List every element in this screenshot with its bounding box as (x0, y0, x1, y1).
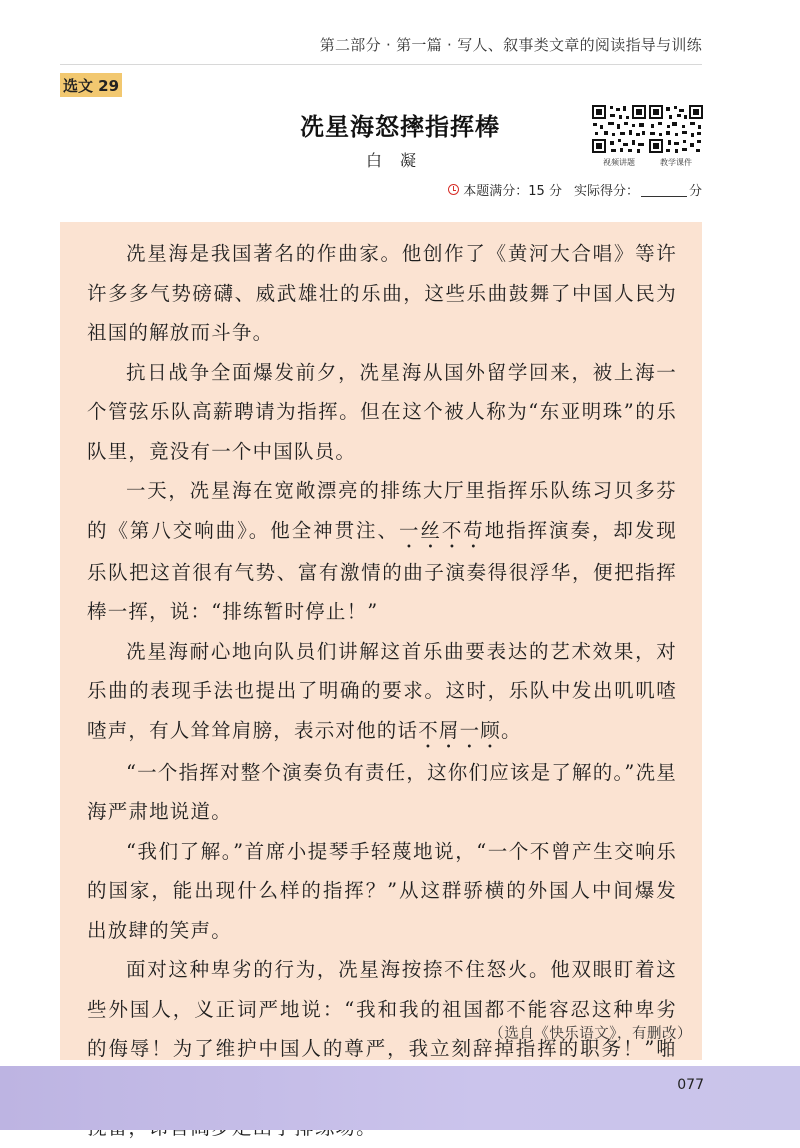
selection-badge: 选文 29 (60, 73, 122, 97)
footer-band (0, 1066, 800, 1130)
full-score-label: 本题满分：15 分 (463, 184, 562, 199)
score-unit: 分 (688, 184, 702, 199)
article-title: 冼星海怒摔指挥棒 (300, 112, 500, 141)
paragraph: 面对这种卑劣的行为，冼星海按捺不住怒火。他双眼盯着这些外国人，义正词严地说：“我和我的祖国都不能容忍这种卑劣的侮辱！为了维护中国人的尊严，我立刻辞掉指挥的职务！”啪 (87, 958, 677, 1060)
paragraph: 冼星海耐心地向队员们讲解这首乐曲要表达的艺术效果，对乐曲的表现手法也提出了明确的要求。这时，乐队中发出叽叽喳喳声，有人耸耸肩膀，表示对他的话不屑一顾。 (87, 639, 677, 742)
passage (87, 234, 677, 1148)
section-header: 第二部分 · 第一篇 · 写人、叙事类文章的阅读指导与训练 (319, 36, 702, 54)
source-note: （选自《快乐语文》，有删改） (489, 1026, 692, 1042)
actual-score-blank[interactable] (641, 183, 687, 197)
qr-video-explanation[interactable] (590, 103, 648, 168)
paragraph: 冼星海是我国著名的作曲家。他创作了《黄河大合唱》等许许多多气势磅礴、威武雄壮的乐曲，这些乐曲鼓舞了中国人民为祖国的解放而斗争。 (87, 242, 677, 344)
paragraph: “我们了解。”首席小提琴手轻蔑地说，“一个不曾产生交响乐的国家，能出现什么样的指挥？”从这群骄横的外国人中间爆发出放肆的笑声。 (87, 839, 677, 942)
emphasized-phrase: 一丝不苟 (398, 518, 485, 542)
paragraph: 一天，冼星海在宽敞漂亮的排练大厅里指挥乐队练习贝多芬的《第八交响曲》。他全神贯注、一丝不苟地指挥演奏，却发现乐队把这首很有气势、富有激情的曲子演奏得很浮华，便把指挥棒一挥，说：“排练暂时停止！” (87, 479, 677, 623)
emphasized-phrase: 不屑一顾 (418, 718, 502, 742)
header-divider (60, 64, 702, 65)
page-number: 077 (677, 1077, 704, 1093)
paragraph: 抗日战争全面爆发前夕，冼星海从国外留学回来，被上海一个管弦乐队高薪聘请为指挥。但在这个被人称为“东亚明珠”的乐队里，竟没有一个中国队员。 (87, 360, 677, 463)
qr-caption: 视频讲题 (603, 158, 635, 167)
paragraph: “一个指挥对整个演奏负有责任，这你们应该是了解的。”冼星海严肃地说道。 (87, 760, 677, 823)
score-row (448, 180, 702, 199)
article-author: 白凝 (365, 151, 434, 170)
qr-teaching-courseware[interactable] (647, 103, 705, 168)
actual-score-label: 实际得分： (573, 184, 639, 199)
qr-caption: 教学课件 (660, 158, 692, 167)
qr-code-icon (647, 103, 705, 155)
qr-code-icon (590, 103, 648, 155)
clock-icon (448, 184, 459, 195)
